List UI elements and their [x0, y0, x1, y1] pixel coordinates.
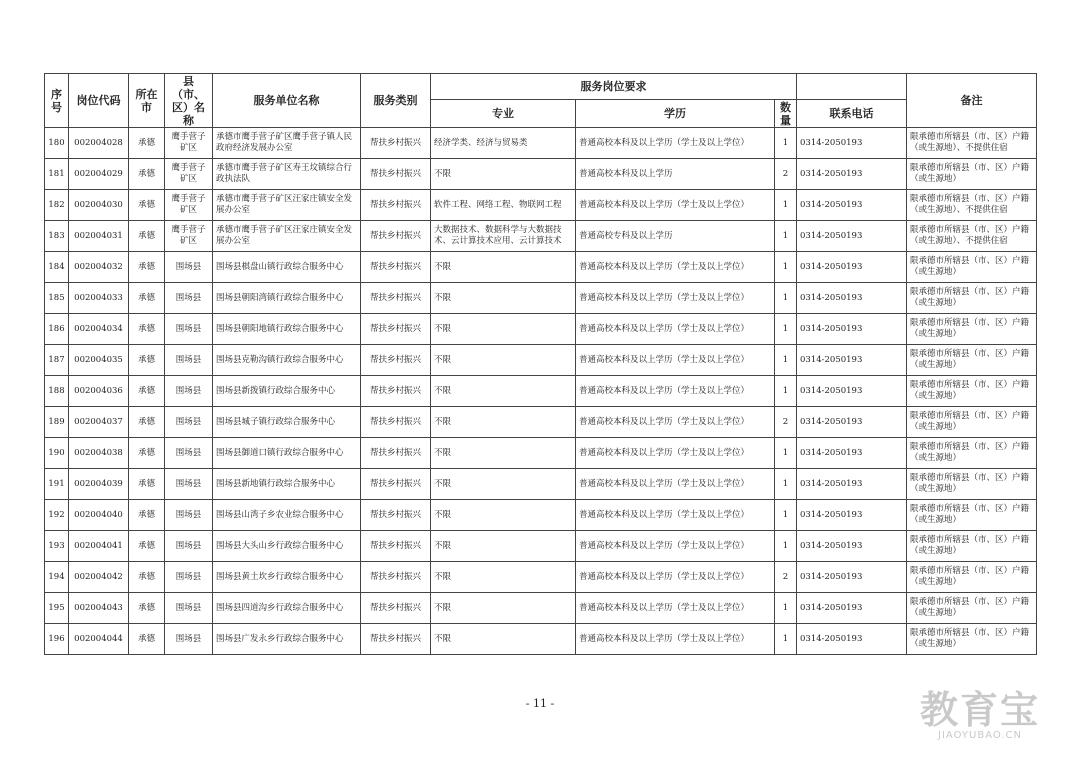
- cell-count: 1: [775, 283, 797, 314]
- cell-code: 002004037: [69, 407, 129, 438]
- cell-city: 承德: [129, 252, 165, 283]
- cell-city: 承德: [129, 593, 165, 624]
- cell-city: 承德: [129, 345, 165, 376]
- cell-count: 1: [775, 345, 797, 376]
- cell-type: 帮扶乡村振兴: [361, 190, 431, 221]
- header-major: 专业: [431, 100, 576, 128]
- cell-note: 限承德市所辖县（市、区）户籍（或生源地）: [907, 469, 1037, 500]
- table-row: [45, 500, 1037, 531]
- cell-code: 002004032: [69, 252, 129, 283]
- header-count: 数量: [775, 100, 797, 128]
- cell-note: 限承德市所辖县（市、区）户籍（或生源地）: [907, 562, 1037, 593]
- header-requirements: 服务岗位要求: [431, 74, 797, 100]
- cell-seq: 185: [45, 283, 69, 314]
- cell-major: 不限: [431, 252, 576, 283]
- cell-edu: 普通高校本科及以上学历（学士及以上学位）: [576, 593, 775, 624]
- cell-code: 002004033: [69, 283, 129, 314]
- cell-note: 限承德市所辖县（市、区）户籍（或生源地）: [907, 438, 1037, 469]
- cell-code: 002004038: [69, 438, 129, 469]
- cell-major: 软件工程、网络工程、物联网工程: [431, 190, 576, 221]
- cell-major: 大数据技术、数据科学与大数据技术、云计算技术应用、云计算技术: [431, 221, 576, 252]
- header-unit: 服务单位名称: [213, 74, 361, 128]
- cell-county: 鹰手营子矿区: [165, 128, 213, 159]
- cell-county: 围场县: [165, 500, 213, 531]
- cell-seq: 182: [45, 190, 69, 221]
- cell-seq: 184: [45, 252, 69, 283]
- cell-county: 围场县: [165, 252, 213, 283]
- cell-seq: 183: [45, 221, 69, 252]
- cell-phone: 0314-2050193: [797, 562, 907, 593]
- cell-city: 承德: [129, 407, 165, 438]
- cell-county: 围场县: [165, 283, 213, 314]
- table-row: [45, 283, 1037, 314]
- cell-type: 帮扶乡村振兴: [361, 221, 431, 252]
- cell-count: 1: [775, 624, 797, 655]
- cell-unit: 围场县黄土坎乡行政综合服务中心: [213, 562, 361, 593]
- cell-city: 承德: [129, 624, 165, 655]
- cell-count: 1: [775, 190, 797, 221]
- table-row: [45, 345, 1037, 376]
- table-row: [45, 252, 1037, 283]
- cell-phone: 0314-2050193: [797, 221, 907, 252]
- cell-unit: 围场县四道沟乡行政综合服务中心: [213, 593, 361, 624]
- cell-seq: 195: [45, 593, 69, 624]
- cell-edu: 普通高校本科及以上学历（学士及以上学位）: [576, 376, 775, 407]
- cell-type: 帮扶乡村振兴: [361, 252, 431, 283]
- cell-type: 帮扶乡村振兴: [361, 159, 431, 190]
- page-number: - 11 -: [525, 697, 555, 710]
- cell-note: 限承德市所辖县（市、区）户籍（或生源地）: [907, 593, 1037, 624]
- cell-code: 002004030: [69, 190, 129, 221]
- cell-type: 帮扶乡村振兴: [361, 345, 431, 376]
- watermark-url: JIAOYUBAO.CN: [938, 730, 1022, 741]
- cell-seq: 188: [45, 376, 69, 407]
- cell-type: 帮扶乡村振兴: [361, 531, 431, 562]
- cell-count: 1: [775, 221, 797, 252]
- cell-county: 围场县: [165, 407, 213, 438]
- cell-phone: 0314-2050193: [797, 314, 907, 345]
- table-row: [45, 376, 1037, 407]
- table-row: [45, 159, 1037, 190]
- cell-major: 不限: [431, 376, 576, 407]
- cell-code: 002004041: [69, 531, 129, 562]
- cell-count: 1: [775, 252, 797, 283]
- cell-major: 不限: [431, 407, 576, 438]
- cell-type: 帮扶乡村振兴: [361, 128, 431, 159]
- cell-code: 002004044: [69, 624, 129, 655]
- cell-city: 承德: [129, 128, 165, 159]
- cell-count: 1: [775, 314, 797, 345]
- cell-phone: 0314-2050193: [797, 438, 907, 469]
- table-row: [45, 407, 1037, 438]
- cell-major: 不限: [431, 562, 576, 593]
- cell-county: 围场县: [165, 624, 213, 655]
- cell-phone: 0314-2050193: [797, 407, 907, 438]
- table-row: [45, 438, 1037, 469]
- cell-edu: 普通高校本科及以上学历（学士及以上学位）: [576, 345, 775, 376]
- cell-code: 002004043: [69, 593, 129, 624]
- cell-code: 002004040: [69, 500, 129, 531]
- cell-county: 围场县: [165, 593, 213, 624]
- cell-count: 1: [775, 500, 797, 531]
- cell-note: 限承德市所辖县（市、区）户籍（或生源地）: [907, 500, 1037, 531]
- cell-code: 002004031: [69, 221, 129, 252]
- cell-code: 002004039: [69, 469, 129, 500]
- cell-code: 002004034: [69, 314, 129, 345]
- cell-county: 围场县: [165, 314, 213, 345]
- cell-county: 围场县: [165, 376, 213, 407]
- cell-seq: 193: [45, 531, 69, 562]
- cell-unit: 围场县朝阳地镇行政综合服务中心: [213, 314, 361, 345]
- cell-unit: 围场县新地镇行政综合服务中心: [213, 469, 361, 500]
- cell-count: 2: [775, 159, 797, 190]
- cell-note: 限承德市所辖县（市、区）户籍（或生源地）: [907, 376, 1037, 407]
- cell-edu: 普通高校本科及以上学历（学士及以上学位）: [576, 438, 775, 469]
- header-phone-top: [797, 74, 907, 100]
- cell-phone: 0314-2050193: [797, 159, 907, 190]
- cell-major: 不限: [431, 314, 576, 345]
- cell-count: 1: [775, 469, 797, 500]
- header-seq: 序号: [45, 74, 69, 128]
- cell-seq: 192: [45, 500, 69, 531]
- cell-note: 限承德市所辖县（市、区）户籍（或生源地）: [907, 407, 1037, 438]
- cell-county: 鹰手营子矿区: [165, 190, 213, 221]
- cell-unit: 围场县克勒沟镇行政综合服务中心: [213, 345, 361, 376]
- cell-county: 围场县: [165, 562, 213, 593]
- cell-county: 围场县: [165, 531, 213, 562]
- cell-phone: 0314-2050193: [797, 469, 907, 500]
- cell-major: 不限: [431, 500, 576, 531]
- cell-unit: 围场县山湾子乡农业综合服务中心: [213, 500, 361, 531]
- cell-seq: 191: [45, 469, 69, 500]
- cell-code: 002004036: [69, 376, 129, 407]
- header-city: 所在市: [129, 74, 165, 128]
- cell-unit: 围场县棋盘山镇行政综合服务中心: [213, 252, 361, 283]
- cell-seq: 190: [45, 438, 69, 469]
- cell-edu: 普通高校本科及以上学历（学士及以上学位）: [576, 469, 775, 500]
- table-row: [45, 593, 1037, 624]
- cell-major: 不限: [431, 283, 576, 314]
- cell-count: 1: [775, 531, 797, 562]
- cell-phone: 0314-2050193: [797, 190, 907, 221]
- cell-major: 不限: [431, 624, 576, 655]
- cell-type: 帮扶乡村振兴: [361, 376, 431, 407]
- table-body: [45, 128, 1037, 655]
- cell-phone: 0314-2050193: [797, 283, 907, 314]
- cell-code: 002004029: [69, 159, 129, 190]
- watermark-logo: [920, 690, 1040, 741]
- cell-unit: 围场县城子镇行政综合服务中心: [213, 407, 361, 438]
- cell-seq: 194: [45, 562, 69, 593]
- cell-count: 1: [775, 128, 797, 159]
- table-row: [45, 624, 1037, 655]
- cell-type: 帮扶乡村振兴: [361, 438, 431, 469]
- cell-edu: 普通高校本科及以上学历（学士及以上学位）: [576, 500, 775, 531]
- cell-phone: 0314-2050193: [797, 128, 907, 159]
- cell-unit: 围场县朝阳湾镇行政综合服务中心: [213, 283, 361, 314]
- cell-type: 帮扶乡村振兴: [361, 562, 431, 593]
- cell-edu: 普通高校本科及以上学历（学士及以上学位）: [576, 407, 775, 438]
- cell-edu: 普通高校专科及以上学历: [576, 221, 775, 252]
- cell-note: 限承德市所辖县（市、区）户籍（或生源地）: [907, 159, 1037, 190]
- cell-phone: 0314-2050193: [797, 624, 907, 655]
- header-phone: 联系电话: [797, 100, 907, 128]
- cell-edu: 普通高校本科及以上学历（学士及以上学位）: [576, 252, 775, 283]
- cell-note: 限承德市所辖县（市、区）户籍（或生源地）: [907, 283, 1037, 314]
- cell-count: 2: [775, 407, 797, 438]
- table-row: [45, 314, 1037, 345]
- cell-county: 围场县: [165, 438, 213, 469]
- cell-seq: 186: [45, 314, 69, 345]
- cell-count: 1: [775, 376, 797, 407]
- cell-type: 帮扶乡村振兴: [361, 314, 431, 345]
- cell-phone: 0314-2050193: [797, 531, 907, 562]
- cell-city: 承德: [129, 531, 165, 562]
- cell-edu: 普通高校本科及以上学历: [576, 159, 775, 190]
- cell-seq: 187: [45, 345, 69, 376]
- cell-phone: 0314-2050193: [797, 376, 907, 407]
- cell-unit: 围场县大头山乡行政综合服务中心: [213, 531, 361, 562]
- cell-phone: 0314-2050193: [797, 345, 907, 376]
- cell-phone: 0314-2050193: [797, 252, 907, 283]
- cell-major: 经济学类、经济与贸易类: [431, 128, 576, 159]
- cell-type: 帮扶乡村振兴: [361, 593, 431, 624]
- cell-seq: 196: [45, 624, 69, 655]
- cell-major: 不限: [431, 593, 576, 624]
- cell-city: 承德: [129, 469, 165, 500]
- cell-major: 不限: [431, 469, 576, 500]
- header-note: 备注: [907, 74, 1037, 128]
- cell-note: 限承德市所辖县（市、区）户籍（或生源地）: [907, 624, 1037, 655]
- cell-city: 承德: [129, 500, 165, 531]
- cell-major: 不限: [431, 345, 576, 376]
- cell-note: 限承德市所辖县（市、区）户籍（或生源地）: [907, 314, 1037, 345]
- cell-city: 承德: [129, 283, 165, 314]
- cell-city: 承德: [129, 314, 165, 345]
- cell-note: 限承德市所辖县（市、区）户籍（或生源地）、不提供住宿: [907, 221, 1037, 252]
- cell-note: 限承德市所辖县（市、区）户籍（或生源地）、不提供住宿: [907, 128, 1037, 159]
- cell-unit: 围场县广发永乡行政综合服务中心: [213, 624, 361, 655]
- cell-unit: 承德市鹰手营子矿区汪家庄镇安全发展办公室: [213, 190, 361, 221]
- header-type: 服务类别: [361, 74, 431, 128]
- cell-seq: 180: [45, 128, 69, 159]
- cell-code: 002004035: [69, 345, 129, 376]
- cell-major: 不限: [431, 438, 576, 469]
- cell-type: 帮扶乡村振兴: [361, 283, 431, 314]
- cell-county: 鹰手营子矿区: [165, 159, 213, 190]
- cell-unit: 承德市鹰手营子矿区鹰手营子镇人民政府经济发展办公室: [213, 128, 361, 159]
- cell-note: 限承德市所辖县（市、区）户籍（或生源地）: [907, 531, 1037, 562]
- cell-seq: 181: [45, 159, 69, 190]
- cell-edu: 普通高校本科及以上学历（学士及以上学位）: [576, 283, 775, 314]
- table-row: [45, 221, 1037, 252]
- cell-note: 限承德市所辖县（市、区）户籍（或生源地）: [907, 252, 1037, 283]
- cell-city: 承德: [129, 159, 165, 190]
- cell-count: 1: [775, 438, 797, 469]
- cell-note: 限承德市所辖县（市、区）户籍（或生源地）、不提供住宿: [907, 190, 1037, 221]
- cell-edu: 普通高校本科及以上学历（学士及以上学位）: [576, 562, 775, 593]
- cell-count: 1: [775, 593, 797, 624]
- cell-phone: 0314-2050193: [797, 500, 907, 531]
- table-row: [45, 190, 1037, 221]
- cell-edu: 普通高校本科及以上学历（学士及以上学位）: [576, 531, 775, 562]
- recruitment-table: [44, 73, 1037, 655]
- cell-city: 承德: [129, 562, 165, 593]
- table-row: [45, 531, 1037, 562]
- cell-edu: 普通高校本科及以上学历（学士及以上学位）: [576, 128, 775, 159]
- table-row: [45, 562, 1037, 593]
- cell-unit: 承德市鹰手营子矿区汪家庄镇安全发展办公室: [213, 221, 361, 252]
- cell-city: 承德: [129, 221, 165, 252]
- cell-unit: 围场县御道口镇行政综合服务中心: [213, 438, 361, 469]
- cell-city: 承德: [129, 190, 165, 221]
- cell-code: 002004028: [69, 128, 129, 159]
- cell-phone: 0314-2050193: [797, 593, 907, 624]
- header-code: 岗位代码: [69, 74, 129, 128]
- cell-code: 002004042: [69, 562, 129, 593]
- cell-edu: 普通高校本科及以上学历（学士及以上学位）: [576, 624, 775, 655]
- cell-type: 帮扶乡村振兴: [361, 469, 431, 500]
- cell-edu: 普通高校本科及以上学历（学士及以上学位）: [576, 190, 775, 221]
- cell-count: 2: [775, 562, 797, 593]
- header-edu: 学历: [576, 100, 775, 128]
- cell-edu: 普通高校本科及以上学历（学士及以上学位）: [576, 314, 775, 345]
- cell-major: 不限: [431, 159, 576, 190]
- cell-city: 承德: [129, 376, 165, 407]
- table-row: [45, 128, 1037, 159]
- header-county: 县（市、区）名称: [165, 74, 213, 128]
- cell-major: 不限: [431, 531, 576, 562]
- cell-city: 承德: [129, 438, 165, 469]
- cell-county: 围场县: [165, 469, 213, 500]
- cell-type: 帮扶乡村振兴: [361, 407, 431, 438]
- cell-unit: 承德市鹰手营子矿区寿王坟镇综合行政执法队: [213, 159, 361, 190]
- cell-note: 限承德市所辖县（市、区）户籍（或生源地）: [907, 345, 1037, 376]
- cell-type: 帮扶乡村振兴: [361, 500, 431, 531]
- cell-unit: 围场县新拨镇行政综合服务中心: [213, 376, 361, 407]
- cell-county: 围场县: [165, 345, 213, 376]
- cell-type: 帮扶乡村振兴: [361, 624, 431, 655]
- cell-county: 鹰手营子矿区: [165, 221, 213, 252]
- cell-seq: 189: [45, 407, 69, 438]
- watermark-text: 教育宝: [920, 688, 1041, 732]
- table-row: [45, 469, 1037, 500]
